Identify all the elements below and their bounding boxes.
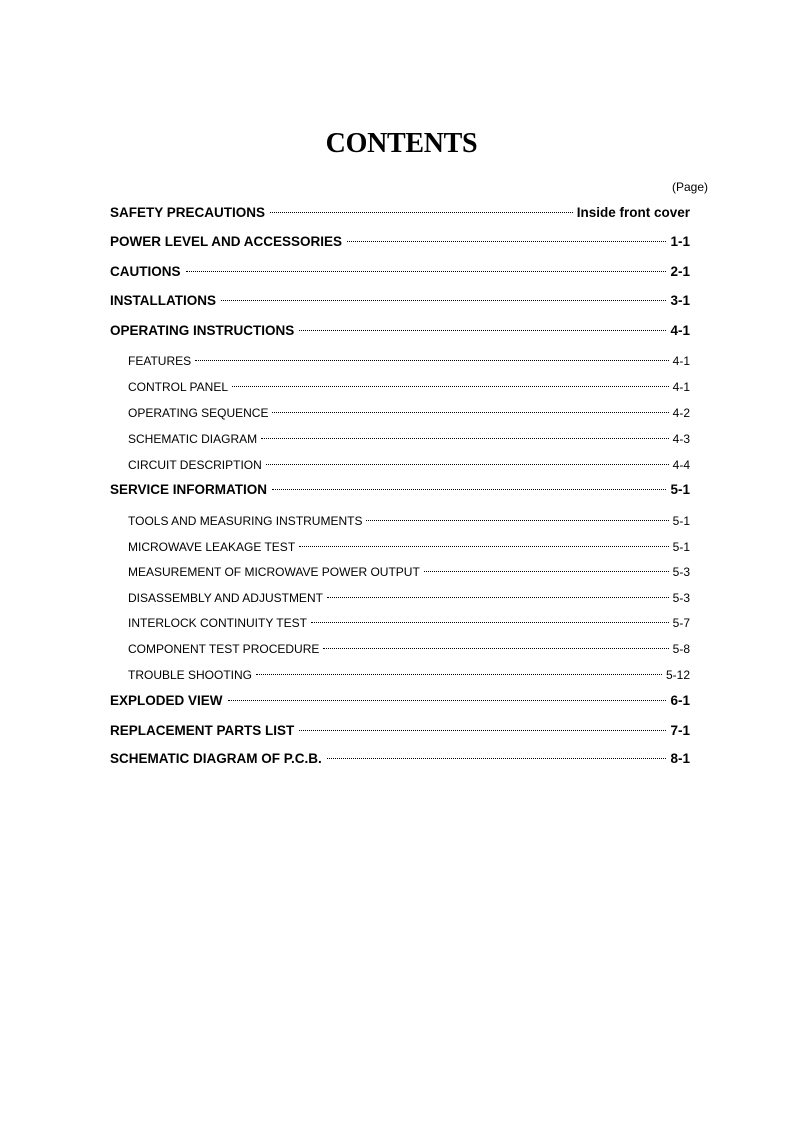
toc-subentry-operating-sequence[interactable] xyxy=(128,404,690,422)
toc-subentry-leakage-test[interactable] xyxy=(128,538,690,556)
toc-entry-page: 8-1 xyxy=(670,751,690,766)
toc-entry-page: 4-4 xyxy=(672,458,690,472)
dot-leader xyxy=(186,271,667,272)
page-title: CONTENTS xyxy=(325,128,478,159)
toc-entry-page: 5-1 xyxy=(672,540,690,554)
dot-leader xyxy=(327,597,669,598)
toc-entry-schematic-pcb[interactable] xyxy=(110,750,690,768)
toc-entry-page: 5-3 xyxy=(672,565,690,579)
toc-entry-page: 5-12 xyxy=(665,668,690,682)
toc-entry-page: 6-1 xyxy=(670,693,690,708)
toc-entry-page: 7-1 xyxy=(670,723,690,738)
toc-entry-exploded-view[interactable] xyxy=(110,692,690,710)
dot-leader xyxy=(272,489,666,490)
toc-entry-page: 4-2 xyxy=(672,406,690,420)
toc-subentry-power-output[interactable] xyxy=(128,563,690,581)
toc-entry-page: 4-3 xyxy=(672,432,690,446)
toc-entry-page: 5-7 xyxy=(672,616,690,630)
dot-leader xyxy=(272,412,668,413)
dot-leader xyxy=(195,360,669,361)
toc-entry-label: FEATURES xyxy=(128,354,192,368)
toc-entry-label: MICROWAVE LEAKAGE TEST xyxy=(128,540,296,554)
toc-entry-page: 3-1 xyxy=(670,293,690,308)
toc-entry-label: INSTALLATIONS xyxy=(110,293,216,308)
toc-entry-label: INTERLOCK CONTINUITY TEST xyxy=(128,616,307,630)
toc-entry-page: 4-1 xyxy=(670,323,690,338)
toc-entry-label: MEASUREMENT OF MICROWAVE POWER OUTPUT xyxy=(128,565,420,579)
toc-entry-label: OPERATING INSTRUCTIONS xyxy=(110,323,295,338)
toc-subentry-circuit-description[interactable] xyxy=(128,456,690,474)
toc-entry-page: 2-1 xyxy=(670,264,690,279)
toc-entry-service-information[interactable] xyxy=(110,481,690,499)
dot-leader xyxy=(228,700,667,701)
toc-subentry-tools[interactable] xyxy=(128,512,690,530)
toc-entry-page: 5-8 xyxy=(672,642,690,656)
dot-leader xyxy=(299,546,669,547)
dot-leader xyxy=(221,300,666,301)
toc-entry-label: CONTROL PANEL xyxy=(128,380,229,394)
dot-leader xyxy=(347,241,666,242)
toc-entry-label: SCHEMATIC DIAGRAM xyxy=(128,432,258,446)
dot-leader xyxy=(232,386,669,387)
toc-subentry-component-test[interactable] xyxy=(128,640,690,658)
dot-leader xyxy=(270,212,573,213)
page-column-note: (Page) xyxy=(671,180,708,194)
toc-entry-label: CIRCUIT DESCRIPTION xyxy=(128,458,262,472)
dot-leader xyxy=(299,730,666,731)
dot-leader xyxy=(266,464,669,465)
toc-entry-label: REPLACEMENT PARTS LIST xyxy=(110,723,295,738)
toc-entry-label: CAUTIONS xyxy=(110,264,181,279)
toc-entry-page: 5-3 xyxy=(672,591,690,605)
toc-subentry-interlock[interactable] xyxy=(128,614,690,632)
toc-entry-label: OPERATING SEQUENCE xyxy=(128,406,269,420)
toc-entry-label: SERVICE INFORMATION xyxy=(110,482,268,497)
toc-subentry-features[interactable] xyxy=(128,352,690,370)
toc-subentry-schematic-diagram[interactable] xyxy=(128,430,690,448)
toc-entry-page: 4-1 xyxy=(672,380,690,394)
toc-entry-label: SCHEMATIC DIAGRAM OF P.C.B. xyxy=(110,751,322,766)
toc-entry-safety-precautions[interactable] xyxy=(110,204,690,222)
dot-leader xyxy=(299,330,666,331)
toc-entry-operating-instructions[interactable] xyxy=(110,322,690,340)
toc-entry-replacement-parts[interactable] xyxy=(110,722,690,740)
toc-subentry-disassembly[interactable] xyxy=(128,589,690,607)
dot-leader xyxy=(323,648,668,649)
toc-entry-label: COMPONENT TEST PROCEDURE xyxy=(128,642,320,656)
toc-entry-page: 5-1 xyxy=(672,514,690,528)
dot-leader xyxy=(424,571,669,572)
toc-entry-label: DISASSEMBLY AND ADJUSTMENT xyxy=(128,591,323,605)
dot-leader xyxy=(327,758,667,759)
toc-entry-page: 1-1 xyxy=(670,234,690,249)
toc-entry-power-level[interactable] xyxy=(110,233,690,251)
toc-entry-label: EXPLODED VIEW xyxy=(110,693,223,708)
toc-entry-label: TROUBLE SHOOTING xyxy=(128,668,253,682)
dot-leader xyxy=(311,622,669,623)
toc-entry-installations[interactable] xyxy=(110,292,690,310)
toc-entry-page: 5-1 xyxy=(670,482,690,497)
toc-entry-page: 4-1 xyxy=(672,354,690,368)
dot-leader xyxy=(256,674,662,675)
toc-subentry-control-panel[interactable] xyxy=(128,378,690,396)
toc-entry-label: SAFETY PRECAUTIONS xyxy=(110,205,266,220)
dot-leader xyxy=(261,438,669,439)
toc-entry-label: POWER LEVEL AND ACCESSORIES xyxy=(110,234,343,249)
toc-entry-page: Inside front cover xyxy=(576,205,690,220)
toc-subentry-trouble-shooting[interactable] xyxy=(128,666,690,684)
dot-leader xyxy=(366,520,668,521)
toc-entry-label: TOOLS AND MEASURING INSTRUMENTS xyxy=(128,514,363,528)
toc-entry-cautions[interactable] xyxy=(110,263,690,281)
